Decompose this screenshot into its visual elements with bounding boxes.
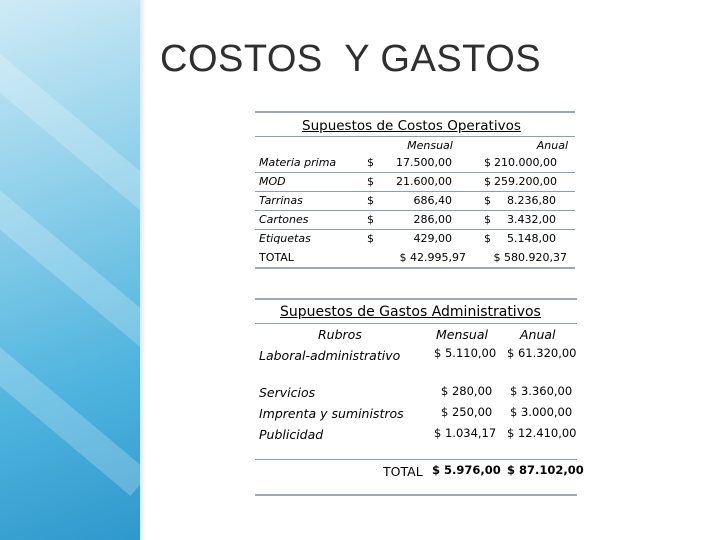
row-currency: $ — [367, 232, 374, 245]
table2-col-rubros: Rubros — [318, 327, 362, 342]
total-label: TOTAL — [259, 251, 294, 264]
table2-header-rule — [255, 323, 577, 324]
row-anual: $ 12.410,00 — [507, 426, 577, 440]
table1-col-anual: Anual — [536, 139, 568, 152]
row-currency: $ — [367, 194, 374, 207]
table2-col-anual: Anual — [520, 327, 556, 342]
total-label: TOTAL — [383, 464, 423, 479]
row-anual: 210.000,00 — [494, 156, 557, 169]
row-mensual: 429,00 — [413, 232, 452, 245]
table1-title: Supuestos de Costos Operativos — [302, 118, 521, 134]
row-label: Cartones — [259, 213, 309, 226]
row-label: Tarrinas — [259, 194, 303, 207]
row-mensual: $ 1.034,17 — [434, 426, 497, 440]
table1-row-rule — [255, 229, 575, 230]
row-anual-currency: $ — [484, 232, 491, 245]
row-anual-currency: $ — [484, 194, 491, 207]
table1-row-rule — [255, 172, 575, 173]
row-anual-currency: $ — [484, 175, 491, 188]
row-anual: 8.236,80 — [507, 194, 556, 207]
table1-row-rule — [255, 210, 575, 211]
total-anual: $ 87.102,00 — [507, 463, 584, 477]
table2-title: Supuestos de Gastos Administrativos — [280, 304, 541, 320]
row-mensual: $ 280,00 — [441, 384, 493, 398]
total-mensual: $ 5.976,00 — [432, 463, 501, 477]
row-label: Servicios — [259, 385, 316, 400]
row-mensual: $ 5.110,00 — [434, 346, 497, 360]
total-mensual: $ 42.995,97 — [399, 251, 466, 264]
row-mensual: 17.500,00 — [396, 156, 452, 169]
row-anual-currency: $ — [484, 213, 491, 226]
table1-header-rule — [255, 136, 575, 137]
decorative-side-panel — [0, 0, 140, 540]
table1-row-rule — [255, 191, 575, 192]
row-label: Imprenta y suministros — [259, 406, 404, 421]
row-anual: 5.148,00 — [507, 232, 556, 245]
row-currency: $ — [367, 175, 374, 188]
row-mensual: 21.600,00 — [396, 175, 452, 188]
table1-bottom-rule — [255, 267, 575, 269]
row-anual: 259.200,00 — [494, 175, 557, 188]
panel-streak — [0, 20, 140, 236]
row-mensual: 686,40 — [413, 194, 452, 207]
row-anual: $ 3.360,00 — [510, 384, 573, 398]
row-anual: 3.432,00 — [507, 213, 556, 226]
total-anual: $ 580.920,37 — [493, 251, 567, 264]
row-anual-currency: $ — [484, 156, 491, 169]
row-mensual: 286,00 — [413, 213, 452, 226]
row-label: Publicidad — [259, 427, 324, 442]
panel-edge — [140, 0, 146, 540]
row-anual: $ 61.320,00 — [507, 346, 577, 360]
row-label: Etiquetas — [259, 232, 311, 245]
table1-col-mensual: Mensual — [407, 139, 453, 152]
table1-top-rule — [255, 111, 575, 113]
row-currency: $ — [367, 156, 374, 169]
row-currency: $ — [367, 213, 374, 226]
slide-title: COSTOS Y GASTOS — [160, 38, 542, 80]
row-anual: $ 3.000,00 — [510, 405, 573, 419]
row-label: Materia prima — [259, 156, 337, 169]
row-label: Laboral-administrativo — [259, 348, 401, 363]
table2-col-mensual: Mensual — [436, 327, 488, 342]
table2-bottom-rule — [255, 494, 577, 496]
row-label: MOD — [259, 175, 286, 188]
table2-row-rule — [255, 459, 577, 460]
table2-top-rule — [255, 298, 577, 300]
row-mensual: $ 250,00 — [441, 405, 493, 419]
